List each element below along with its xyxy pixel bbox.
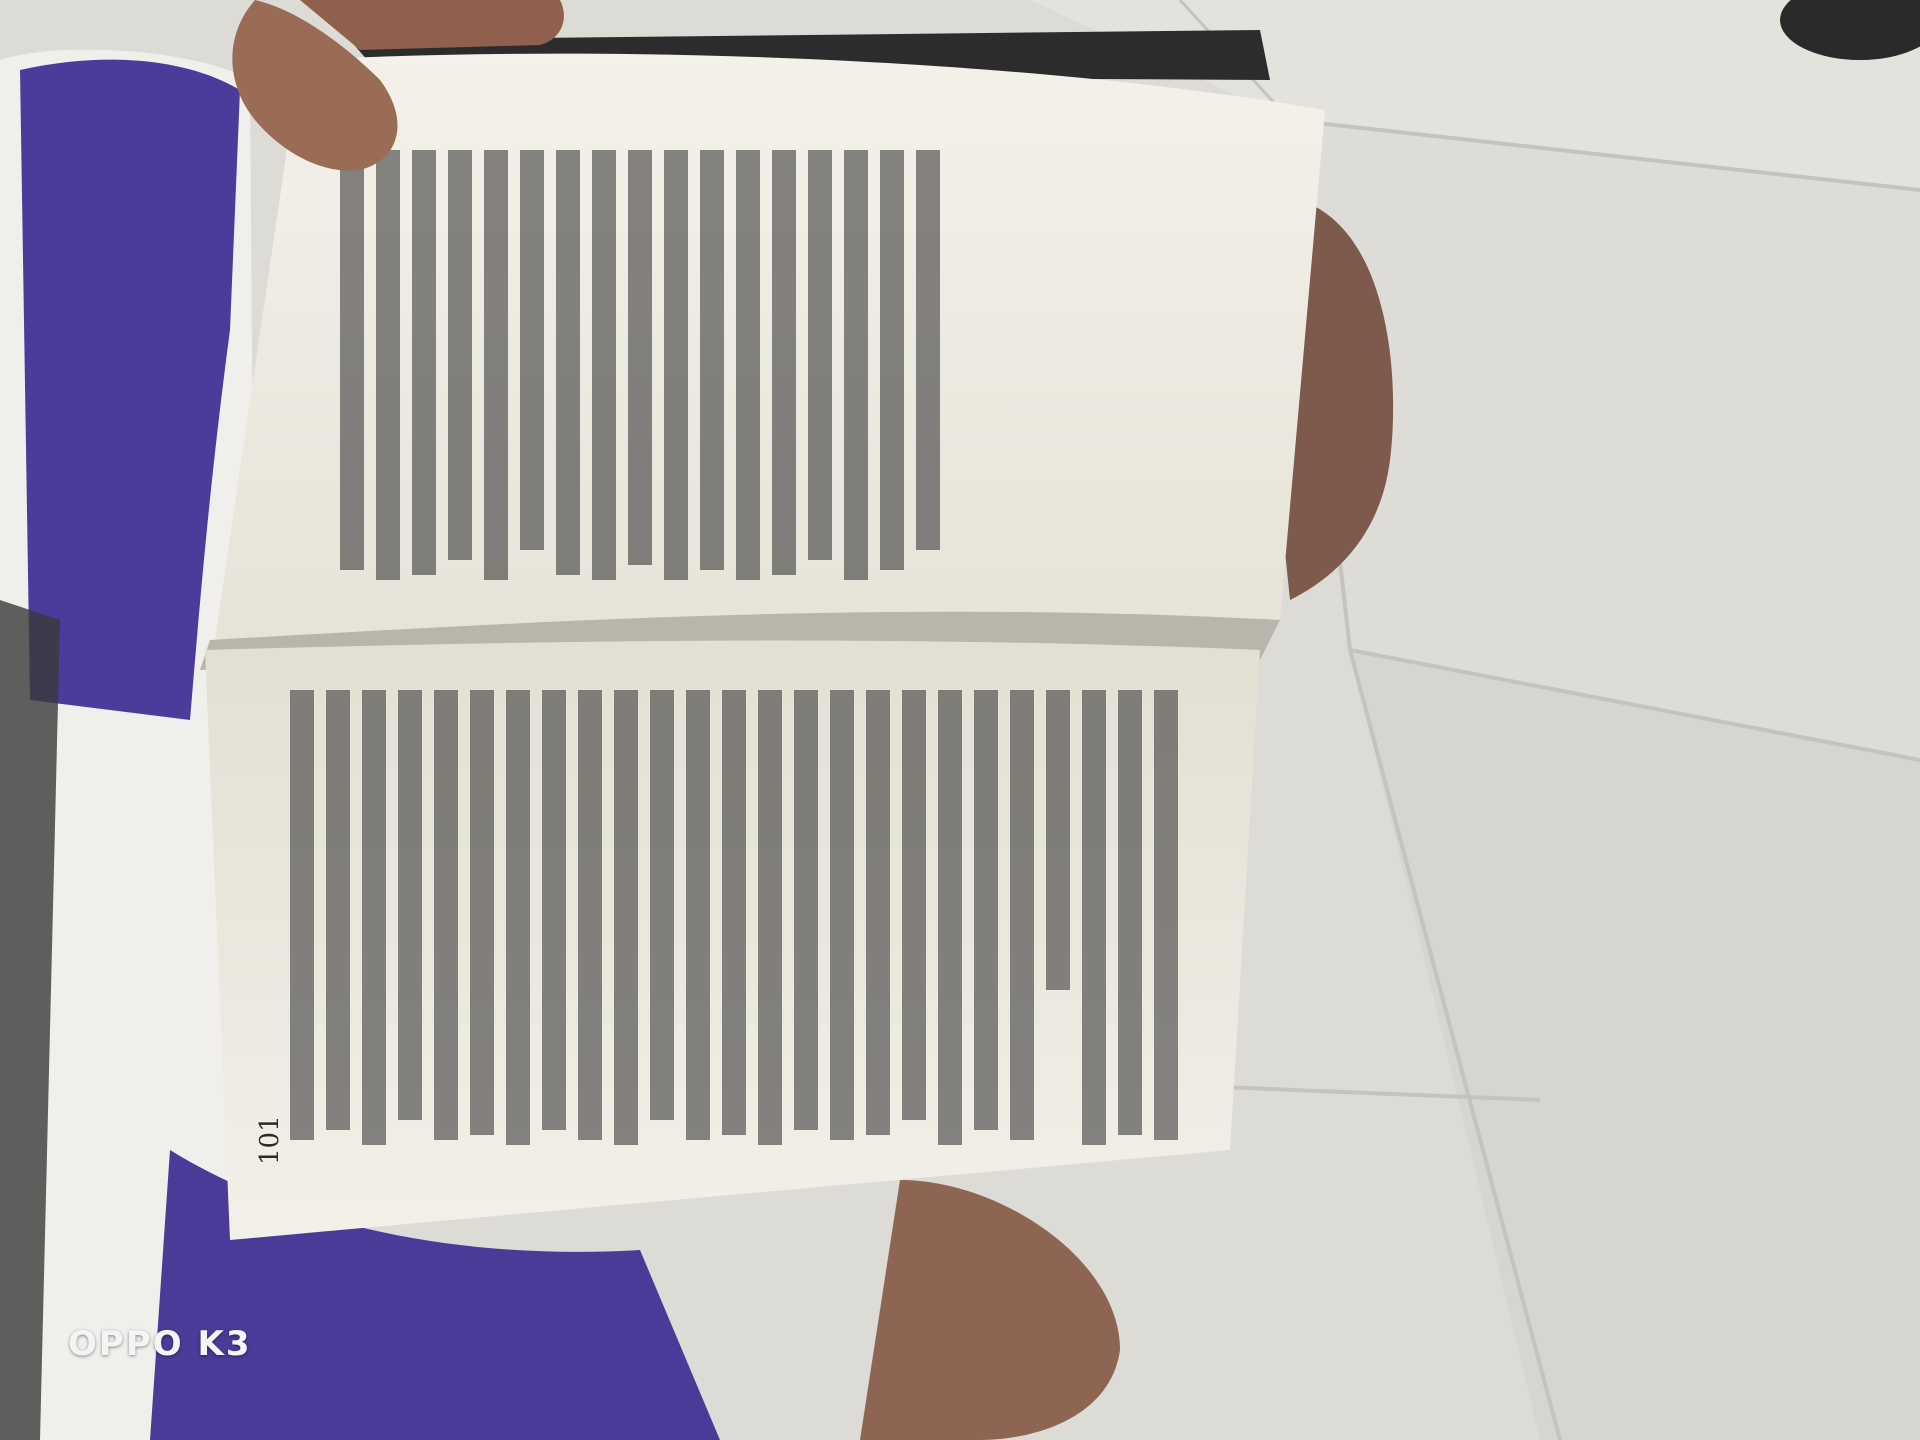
- book-page-bottom: [205, 641, 1260, 1240]
- page-number: 101: [255, 1115, 285, 1165]
- camera-watermark: OPPO K3: [68, 1324, 252, 1364]
